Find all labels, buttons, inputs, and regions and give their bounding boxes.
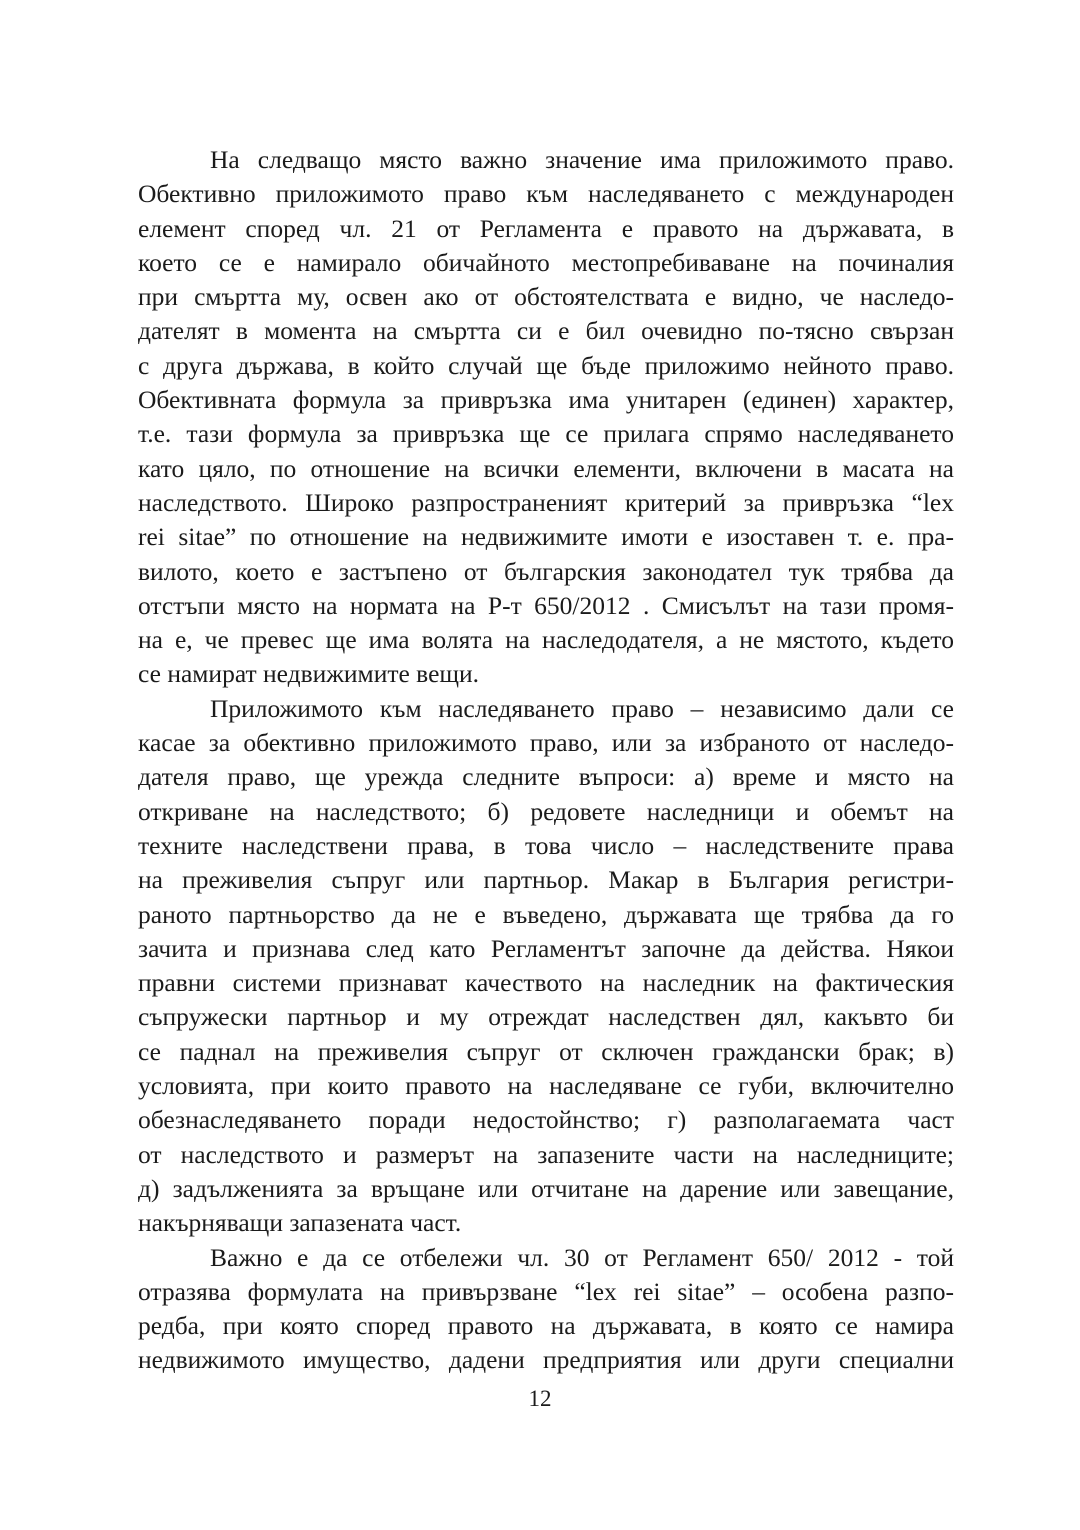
text-line: на преживелия съпруг или партньор. Макар в България регистри-: [138, 865, 954, 895]
paragraph-2: [138, 692, 954, 1241]
text-line: зачита и признава след като Регламентът започне да действа. Някои: [138, 933, 954, 963]
text-line: правни системи признават качеството на наследник на фактическия: [138, 968, 954, 998]
text-line: се паднал на преживелия съпруг от сключен граждански брак; в): [138, 1036, 954, 1066]
text-line: недвижимото имущество, дадени предприятия или други специални: [138, 1345, 954, 1375]
text-line: при смъртта му, освен ако от обстоятелствата е видно, че наследо-: [138, 282, 954, 312]
text-line: касае за обективно приложимото право, или за избраното от наследо-: [138, 728, 954, 758]
text-line: наследството. Широко разпространеният критерий за привръзка “lex: [138, 487, 954, 517]
text-line: дателят в момента на смъртта си е бил очевидно по-тясно свързан: [138, 316, 954, 346]
text-line: На следващо място важно значение има приложимото право.: [210, 145, 954, 174]
text-line: накърняващи запазената част.: [138, 1208, 462, 1238]
text-line: като цяло, по отношение на всички елементи, включени в масата на: [138, 453, 954, 483]
body-text: [138, 143, 954, 1378]
text-line: отстъпи място на нормата на Р-т 650/2012 . Смисълът на тази промя-: [138, 590, 954, 620]
text-line: откриване на наследството; б) редовете наследници и обемът на: [138, 796, 954, 826]
text-line: обезнаследяването поради недостойнство; г) разполагаемата част: [138, 1105, 954, 1135]
text-line: на е, че превес ще има волята на наследодателя, а не мястото, където: [138, 625, 954, 655]
text-line: Важно е да се отбележи чл. 30 от Регламент 650/ 2012 - той: [210, 1242, 954, 1272]
text-line: с друга държава, в който случай ще бъде приложимо нейното право.: [138, 350, 954, 380]
text-line: редба, при която според правото на държавата, в която се намира: [138, 1311, 954, 1341]
text-line: което се е намирало обичайното местопребиваване на починалия: [138, 247, 954, 277]
text-line: техните наследствени права, в това число – наследствените права: [138, 830, 954, 860]
text-line: Обективната формула за привръзка има унитарен (единен) характер,: [138, 385, 954, 415]
page-number: 12: [528, 1386, 552, 1411]
text-line: съпружески партньор и му отреждат наследствен дял, какъвто би: [138, 1002, 954, 1032]
text-line: Приложимото към наследяването право – независимо дали се: [210, 693, 954, 723]
text-line: дателя право, ще урежда следните въпроси: а) време и място на: [138, 762, 954, 792]
text-line: условията, при които правото на наследяване се губи, включително: [138, 1071, 954, 1101]
text-line: се намират недвижимите вещи.: [138, 659, 480, 689]
text-line: вилото, което е застъпено от българския законодател тук трябва да: [138, 556, 954, 586]
text-line: Обективно приложимото право към наследяването с международен: [138, 179, 954, 209]
paragraph-1: [138, 143, 954, 692]
text-line: т.е. тази формула за привръзка ще се прилага спрямо наследяването: [138, 419, 954, 449]
text-line: раното партньорство да не е въведено, държавата ще трябва да го: [138, 899, 954, 929]
text-line: д) задълженията за връщане или отчитане на дарение или завещание,: [138, 1173, 954, 1203]
text-line: отразява формулата на привързване “lex rei sitae” – особена разпо-: [138, 1276, 954, 1306]
text-line: rei sitae” по отношение на недвижимите имоти е изоставен т. е. пра-: [138, 522, 954, 552]
text-line: от наследството и размерът на запазените части на наследниците;: [138, 1139, 954, 1169]
paragraph-3: [138, 1241, 954, 1378]
text-line: елемент според чл. 21 от Регламента е правото на държавата, в: [138, 213, 954, 243]
